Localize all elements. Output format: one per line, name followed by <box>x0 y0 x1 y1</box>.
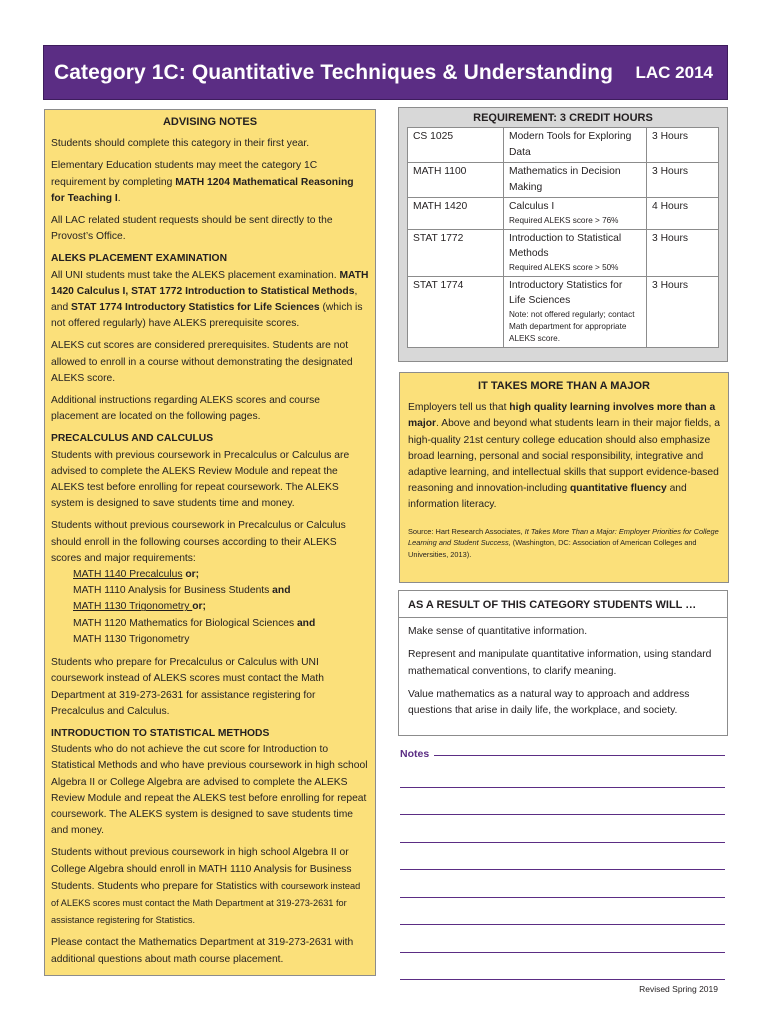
aleks-heading: ALEKS PLACEMENT EXAMINATION <box>51 253 228 265</box>
outcome-item: Value mathematics as a natural way to approach and address questions that arise in daily life, the workplace, and society. <box>408 688 690 717</box>
requirement-heading: REQUIREMENT: 3 CREDIT HOURS <box>473 112 653 124</box>
course-option: MATH 1120 Mathematics for Biological Sciences and <box>73 617 316 629</box>
table-row: STAT 1772 Introduction to Statistical Methods Required ALEKS score > 50% 3 Hours <box>408 229 719 276</box>
course-option: MATH 1130 Trigonometry or; <box>73 601 206 613</box>
outcome-item: Make sense of quantitative information. <box>408 626 588 638</box>
notes-line <box>400 870 725 898</box>
table-row: MATH 1100 Mathematics in Decision Making 3 Hours <box>408 163 719 198</box>
course-option-list <box>51 567 369 648</box>
notes-label: Notes <box>400 748 430 760</box>
advising-p1: Students should complete this category in their first year. <box>51 138 310 150</box>
prepare-paragraph: Students who prepare for Precalculus or Calculus with UNI coursework instead of ALEKS scores must contact the Math Department at 319-273-2631 for assistance registering for Precalculus and Calculus. <box>51 657 324 717</box>
table-row: STAT 1774 Introductory Statistics for Life Sciences Note: not offered regularly; contact Math department for appropriate ALEKS score. 3 Hours <box>408 276 719 347</box>
advising-notes-box <box>44 109 376 976</box>
outcomes-box <box>398 590 728 736</box>
notes-line <box>400 898 725 926</box>
notes-line <box>400 925 725 953</box>
notes-line <box>400 843 725 871</box>
notes-line <box>400 760 725 788</box>
notes-line <box>400 815 725 843</box>
additional-instructions-paragraph: Additional instructions regarding ALEKS scores and course placement are located on the following pages. <box>51 395 321 423</box>
advising-heading: ADVISING NOTES <box>162 116 258 128</box>
advising-p2: Elementary Education students may meet the category 1C requirement by completing MATH 1204 Mathematical Reasoning for Teaching I. <box>51 160 354 204</box>
precalc-paragraph: Students with previous coursework in Precalculus or Calculus are advised to complete the ALEKS Review Module and repeat the ALEKS test before enrolling for repeat coursework. The ALEKS system is designed to save students time and money. <box>51 449 350 510</box>
lac-year: LAC 2014 <box>635 62 713 82</box>
revised-date: Revised Spring 2019 <box>639 984 718 994</box>
more-than-major-heading: IT TAKES MORE THAN A MAJOR <box>478 380 650 392</box>
aleks-paragraph: All UNI students must take the ALEKS placement examination. MATH 1420 Calculus I, STAT 1772 Introduction to Statistical Methods, and STAT 1774 Introductory Statistics for Life Sciences (which is not offered regularly) have ALEKS prerequisite scores. <box>51 269 369 330</box>
notes-line <box>434 755 725 756</box>
table-row: CS 1025 Modern Tools for Exploring Data 3 Hours <box>408 128 719 163</box>
requirement-box <box>398 107 728 362</box>
page-title: Category 1C: Quantitative Techniques & Understanding <box>54 60 614 84</box>
without-coursework-paragraph: Students without previous coursework in Precalculus or Calculus should enroll in the following courses according to their ALEKS scores and major requirements: <box>51 520 346 564</box>
precalc-heading: PRECALCULUS AND CALCULUS <box>51 433 214 445</box>
more-than-major-paragraph: Employers tell us that high quality learning involves more than a major. Above and beyond what students learn in their major fields, a high-quality 21st century college education should also emphasize broad learning, personal and social responsibility, integrative and adaptive learning, and intellectual skills that support evidence-based reasoning and innovation-including quantitative fluency and information literacy. <box>408 402 720 511</box>
notes-area <box>400 744 725 980</box>
cut-scores-paragraph: ALEKS cut scores are considered prerequisites. Students are not allowed to enroll in a course without demonstrating the designated ALEKS score. <box>51 340 353 384</box>
intro-stats-heading: INTRODUCTION TO STATISTICAL METHODS <box>51 727 270 739</box>
advising-p3: All LAC related student requests should be sent directly to the Provost’s Office. <box>51 215 333 243</box>
course-option: MATH 1130 Trigonometry <box>73 633 190 645</box>
table-row: MATH 1420 Calculus I Required ALEKS score > 76% 4 Hours <box>408 198 719 230</box>
contact-paragraph: Please contact the Mathematics Department at 319-273-2631 with additional questions about math course placement. <box>51 937 354 965</box>
more-than-major-box <box>399 372 729 583</box>
without-algebra-paragraph: Students without previous coursework in high school Algebra II or College Algebra should enroll in MATH 1110 Analysis for Business Students. Students who prepare for Statistics with coursework instead of ALEKS scores must contact the Math Department at 319-273-2631 for assistance registering for Statistics. <box>51 847 361 926</box>
requirement-table <box>407 127 719 348</box>
intro-stats-paragraph: Students who do not achieve the cut score for Introduction to Statistical Methods and who have previous coursework in high school Algebra II or College Algebra are advised to complete the ALEKS Review Module and repeat the ALEKS test before enrolling for repeat coursework. The ALEKS system is designed to save students time and money. <box>51 744 368 837</box>
course-option: MATH 1140 Precalculus or; <box>73 569 200 581</box>
outcome-item: Represent and manipulate quantitative information, using standard mathematical conventions, to clarify meaning. <box>408 649 712 677</box>
course-option: MATH 1110 Analysis for Business Students and <box>73 585 291 597</box>
outcomes-heading: AS A RESULT OF THIS CATEGORY STUDENTS WILL … <box>399 597 727 618</box>
notes-line <box>400 788 725 816</box>
notes-line <box>400 953 725 981</box>
source-citation: Source: Hart Research Associates, It Takes More Than a Major: Employer Priorities for College Learning and Student Success, (Washington, DC: Association of American Colleges and Universities, 2013). <box>408 526 719 559</box>
page-header <box>43 45 728 100</box>
